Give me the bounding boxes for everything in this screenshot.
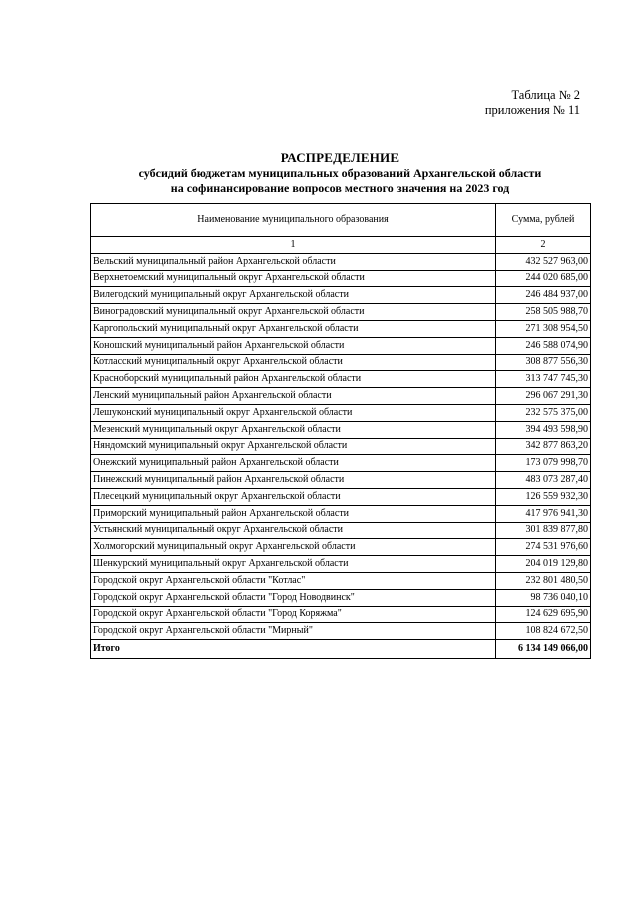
table-row xyxy=(91,270,591,287)
municipality-name: Красноборский муниципальный район Архангельской области xyxy=(91,371,496,388)
table-row xyxy=(91,623,591,640)
column-header-sum: Сумма, рублей xyxy=(496,204,591,237)
table-row xyxy=(91,354,591,371)
municipality-name: Верхнетоемский муниципальный округ Архангельской области xyxy=(91,270,496,287)
subsidy-amount: 296 067 291,30 xyxy=(496,388,591,405)
table-row xyxy=(91,287,591,304)
subsidy-amount: 432 527 963,00 xyxy=(496,253,591,270)
document-title xyxy=(90,150,590,196)
subsidy-amount: 246 484 937,00 xyxy=(496,287,591,304)
table-row xyxy=(91,337,591,354)
subsidy-amount: 173 079 998,70 xyxy=(496,455,591,472)
municipality-name: Мезенский муниципальный округ Архангельской области xyxy=(91,421,496,438)
title-heading: РАСПРЕДЕЛЕНИЕ xyxy=(280,150,400,165)
appendix-number: приложения № 11 xyxy=(484,103,580,117)
title-line-2: субсидий бюджетам муниципальных образований Архангельской области xyxy=(138,166,542,180)
table-row xyxy=(91,455,591,472)
municipality-name: Вельский муниципальный район Архангельской области xyxy=(91,253,496,270)
municipality-name: Шенкурский муниципальный округ Архангельской области xyxy=(91,556,496,573)
table-row xyxy=(91,539,591,556)
municipality-name: Коношский муниципальный район Архангельской области xyxy=(91,337,496,354)
column-header-name: Наименование муниципального образования xyxy=(91,204,496,237)
table-row xyxy=(91,253,591,270)
municipality-name: Вилегодский муниципальный округ Архангельской области xyxy=(91,287,496,304)
municipality-name: Котласский муниципальный округ Архангельской области xyxy=(91,354,496,371)
subsidy-amount: 301 839 877,80 xyxy=(496,522,591,539)
column-number-name: 1 xyxy=(91,237,496,254)
table-row xyxy=(91,505,591,522)
subsidy-amount: 394 493 598,90 xyxy=(496,421,591,438)
table-header-row xyxy=(91,204,591,237)
municipality-name: Няндомский муниципальный округ Архангельской области xyxy=(91,438,496,455)
table-row xyxy=(91,606,591,623)
subsidy-amount: 308 877 556,30 xyxy=(496,354,591,371)
subsidy-amount: 271 308 954,50 xyxy=(496,320,591,337)
subsidy-amount: 258 505 988,70 xyxy=(496,304,591,321)
subsidy-amount: 342 877 863,20 xyxy=(496,438,591,455)
subsidy-amount: 126 559 932,30 xyxy=(496,488,591,505)
subsidy-amount: 244 020 685,00 xyxy=(496,270,591,287)
subsidy-amount: 417 976 941,30 xyxy=(496,505,591,522)
table-row xyxy=(91,438,591,455)
table-row xyxy=(91,304,591,321)
table-row xyxy=(91,388,591,405)
table-row xyxy=(91,371,591,388)
subsidy-amount: 246 588 074,90 xyxy=(496,337,591,354)
municipality-name: Ленский муниципальный район Архангельской области xyxy=(91,388,496,405)
table-row xyxy=(91,556,591,573)
total-amount: 6 134 149 066,00 xyxy=(496,640,591,659)
municipality-name: Городской округ Архангельской области "Мирный" xyxy=(91,623,496,640)
municipality-name: Онежский муниципальный район Архангельской области xyxy=(91,455,496,472)
table-row xyxy=(91,404,591,421)
subsidy-amount: 204 019 129,80 xyxy=(496,556,591,573)
municipality-name: Каргопольский муниципальный округ Архангельской области xyxy=(91,320,496,337)
municipality-name: Городской округ Архангельской области "Город Коряжма" xyxy=(91,606,496,623)
total-row xyxy=(91,640,591,659)
table-row xyxy=(91,320,591,337)
column-number-sum: 2 xyxy=(496,237,591,254)
municipality-name: Приморский муниципальный район Архангельской области xyxy=(91,505,496,522)
municipality-name: Устьянский муниципальный округ Архангельской области xyxy=(91,522,496,539)
distribution-table xyxy=(90,203,591,659)
municipality-name: Плесецкий муниципальный округ Архангельской области xyxy=(91,488,496,505)
municipality-name: Лешуконский муниципальный округ Архангельской области xyxy=(91,404,496,421)
municipality-name: Холмогорский муниципальный округ Архангельской области xyxy=(91,539,496,556)
municipality-name: Пинежский муниципальный район Архангельской области xyxy=(91,472,496,489)
table-row xyxy=(91,472,591,489)
subsidy-amount: 232 801 480,50 xyxy=(496,572,591,589)
column-number-row xyxy=(91,237,591,254)
subsidy-amount: 274 531 976,60 xyxy=(496,539,591,556)
municipality-name: Городской округ Архангельской области "Город Новодвинск" xyxy=(91,589,496,606)
table-row xyxy=(91,488,591,505)
table-row xyxy=(91,421,591,438)
subsidy-amount: 124 629 695,90 xyxy=(496,606,591,623)
subsidy-amount: 313 747 745,30 xyxy=(496,371,591,388)
table-row xyxy=(91,589,591,606)
subsidy-amount: 108 824 672,50 xyxy=(496,623,591,640)
municipality-name: Городской округ Архангельской области "Котлас" xyxy=(91,572,496,589)
table-row xyxy=(91,522,591,539)
table-row xyxy=(91,572,591,589)
subsidy-amount: 232 575 375,00 xyxy=(496,404,591,421)
municipality-name: Виноградовский муниципальный округ Архангельской области xyxy=(91,304,496,321)
subsidy-amount: 98 736 040,10 xyxy=(496,589,591,606)
total-label: Итого xyxy=(91,640,496,659)
title-line-3: на софинансирование вопросов местного значения на 2023 год xyxy=(170,181,510,195)
table-reference-note xyxy=(485,88,580,118)
table-number: Таблица № 2 xyxy=(511,88,580,102)
subsidy-amount: 483 073 287,40 xyxy=(496,472,591,489)
